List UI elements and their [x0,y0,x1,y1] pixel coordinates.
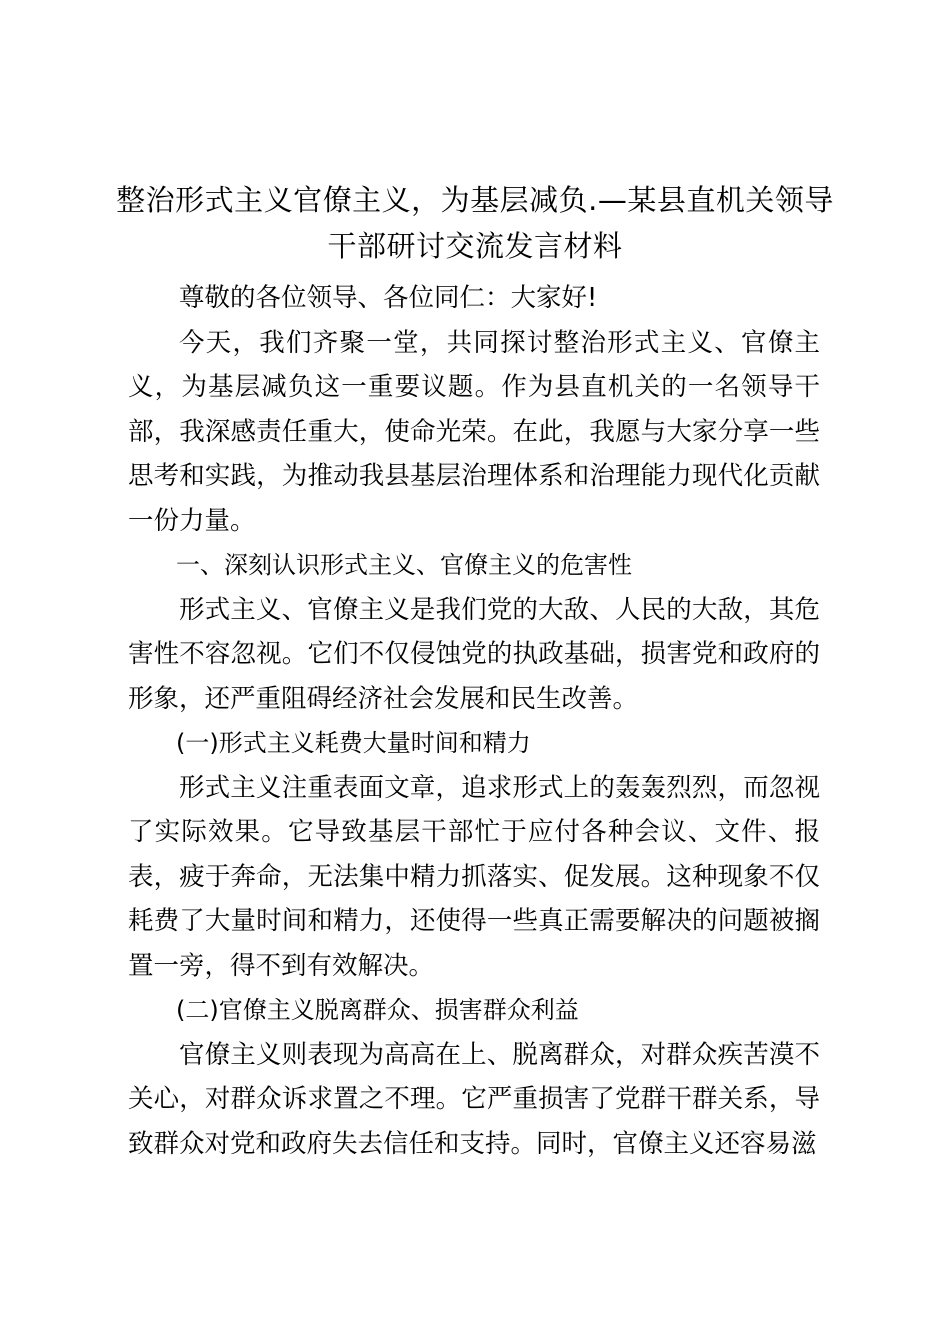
subsection-1-paragraph: 形式主义注重表面文章，追求形式上的轰轰烈烈，而忽视了实际效果。它导致基层干部忙于应付各种会议、文件、报表，疲于奔命，无法集中精力抓落实、促发展。这种现象不仅耗费了大量时间和精力，还使得一些真正需要解决的问题被搁置一旁，得不到有效解决。 [128,772,820,981]
section-1-paragraph: 形式主义、官僚主义是我们党的大敌、人民的大敌，其危害性不容忽视。它们不仅侵蚀党的执政基础，损害党和政府的形象，还严重阻碍经济社会发展和民生改善。 [128,594,820,714]
document-body [128,276,820,1166]
document-title-line2: 干部研讨交流发言材料 [327,229,623,263]
subsection-heading-1: (一)形式主义耗费大量时间和精力 [176,729,531,757]
section-heading-1: 一、深刻认识形式主义、官僚主义的危害性 [176,551,632,579]
intro-paragraph: 今天，我们齐聚一堂，共同探讨整治形式主义、官僚主义，为基层减负这一重要议题。作为县直机关的一名领导干部，我深感责任重大，使命光荣。在此，我愿与大家分享一些思考和实践，为推动我县基层治理体系和治理能力现代化贡献一份力量。 [128,327,820,536]
subsection-heading-2: (二)官僚主义脱离群众、损害群众利益 [176,996,579,1024]
document-title-line1: 整治形式主义官僚主义，为基层减负.—某县直机关领导 [116,183,834,217]
salutation-paragraph: 尊敬的各位领导、各位同仁：大家好! [179,283,598,313]
subsection-2-paragraph: 官僚主义则表现为高高在上、脱离群众，对群众疾苦漠不关心，对群众诉求置之不理。它严重损害了党群干群关系，导致群众对党和政府失去信任和支持。同时，官僚主义还容易滋 [128,1039,820,1159]
